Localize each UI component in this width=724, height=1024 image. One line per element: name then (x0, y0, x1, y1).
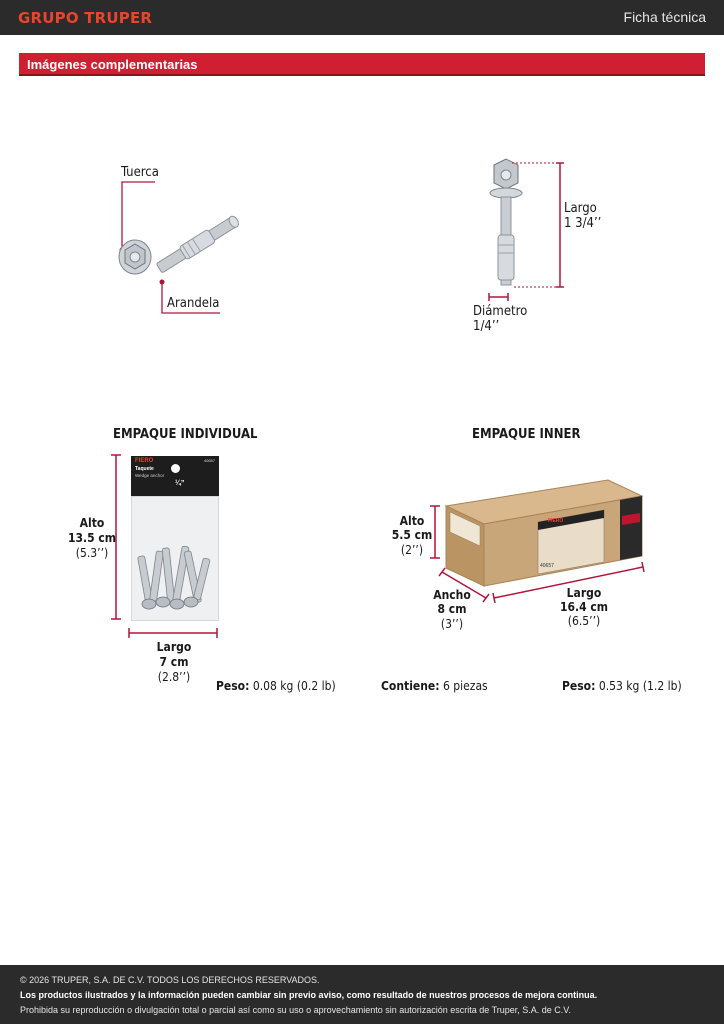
inner-weight (562, 679, 682, 693)
inner-height-in: (2’’) (400, 543, 424, 557)
diameter-label: Diámetro (473, 304, 528, 319)
individual-height-label: Alto (79, 516, 105, 530)
inner-contains-label: Contiene: (381, 679, 440, 693)
inner-weight-label: Peso: (562, 679, 596, 693)
individual-height-cm: 13.5 cm (67, 531, 117, 545)
footer (0, 965, 724, 1024)
package-name: Taquete (135, 466, 154, 472)
individual-length-in: (2.8’’) (157, 670, 191, 684)
inner-contains (381, 679, 488, 693)
section-title: Imágenes complementarias (27, 57, 198, 72)
inner-package-title: EMPAQUE INNER (472, 427, 581, 442)
individual-package-title: EMPAQUE INDIVIDUAL (113, 427, 258, 442)
inner-length-label: Largo (566, 586, 602, 600)
individual-height-in: (5.3’’) (75, 546, 109, 560)
inner-width-label: Ancho (433, 588, 471, 602)
package-code: 40657 (203, 458, 215, 463)
inner-width-cm: 8 cm (437, 602, 467, 616)
length-label: Largo (564, 201, 597, 216)
individual-weight-label: Peso: (216, 679, 250, 693)
brand-logo: GRUPO TRUPER (18, 9, 153, 27)
inner-box-brand: FIERO (548, 518, 564, 524)
diameter-value: 1/4’’ (473, 319, 500, 334)
inner-box-code: 40657 (540, 563, 554, 569)
length-value: 1 3/4’’ (564, 216, 602, 231)
inner-length-in: (6.5’’) (567, 614, 601, 628)
washer-label: Arandela (167, 296, 220, 311)
individual-weight-value: 0.08 kg (0.2 lb) (252, 679, 336, 693)
inner-height-label: Alto (399, 514, 425, 528)
package-size: ¼” (175, 480, 185, 487)
document-title: Ficha técnica (623, 9, 706, 25)
footer-prohibition: Prohibida su reproducción o divulgación total o parcial así como su uso o aprovechamiento sin autorización escrita de Truper, S.A. de C.V. (20, 1005, 571, 1015)
package-subname: Wedge anchor (135, 473, 165, 478)
inner-contains-value: 6 piezas (442, 679, 488, 693)
footer-notice: Los productos ilustrados y la información pueden cambiar sin previo aviso, como resultado de nuestros procesos de mejora continua. (20, 990, 598, 1000)
individual-length-label: Largo (156, 640, 192, 654)
footer-copyright: © 2026 TRUPER, S.A. DE C.V. TODOS LOS DERECHOS RESERVADOS. (20, 975, 320, 985)
nut-label: Tuerca (121, 165, 159, 180)
top-bar (0, 0, 724, 35)
individual-package-dimension-lines (108, 452, 223, 640)
section-header (19, 53, 705, 76)
inner-width-in: (3’’) (440, 617, 464, 631)
inner-weight-value: 0.53 kg (1.2 lb) (598, 679, 682, 693)
individual-length-cm: 7 cm (159, 655, 189, 669)
individual-weight (216, 679, 336, 693)
inner-length-cm: 16.4 cm (559, 600, 609, 614)
inner-height-cm: 5.5 cm (391, 528, 433, 542)
package-brand: FIERO (135, 458, 154, 464)
